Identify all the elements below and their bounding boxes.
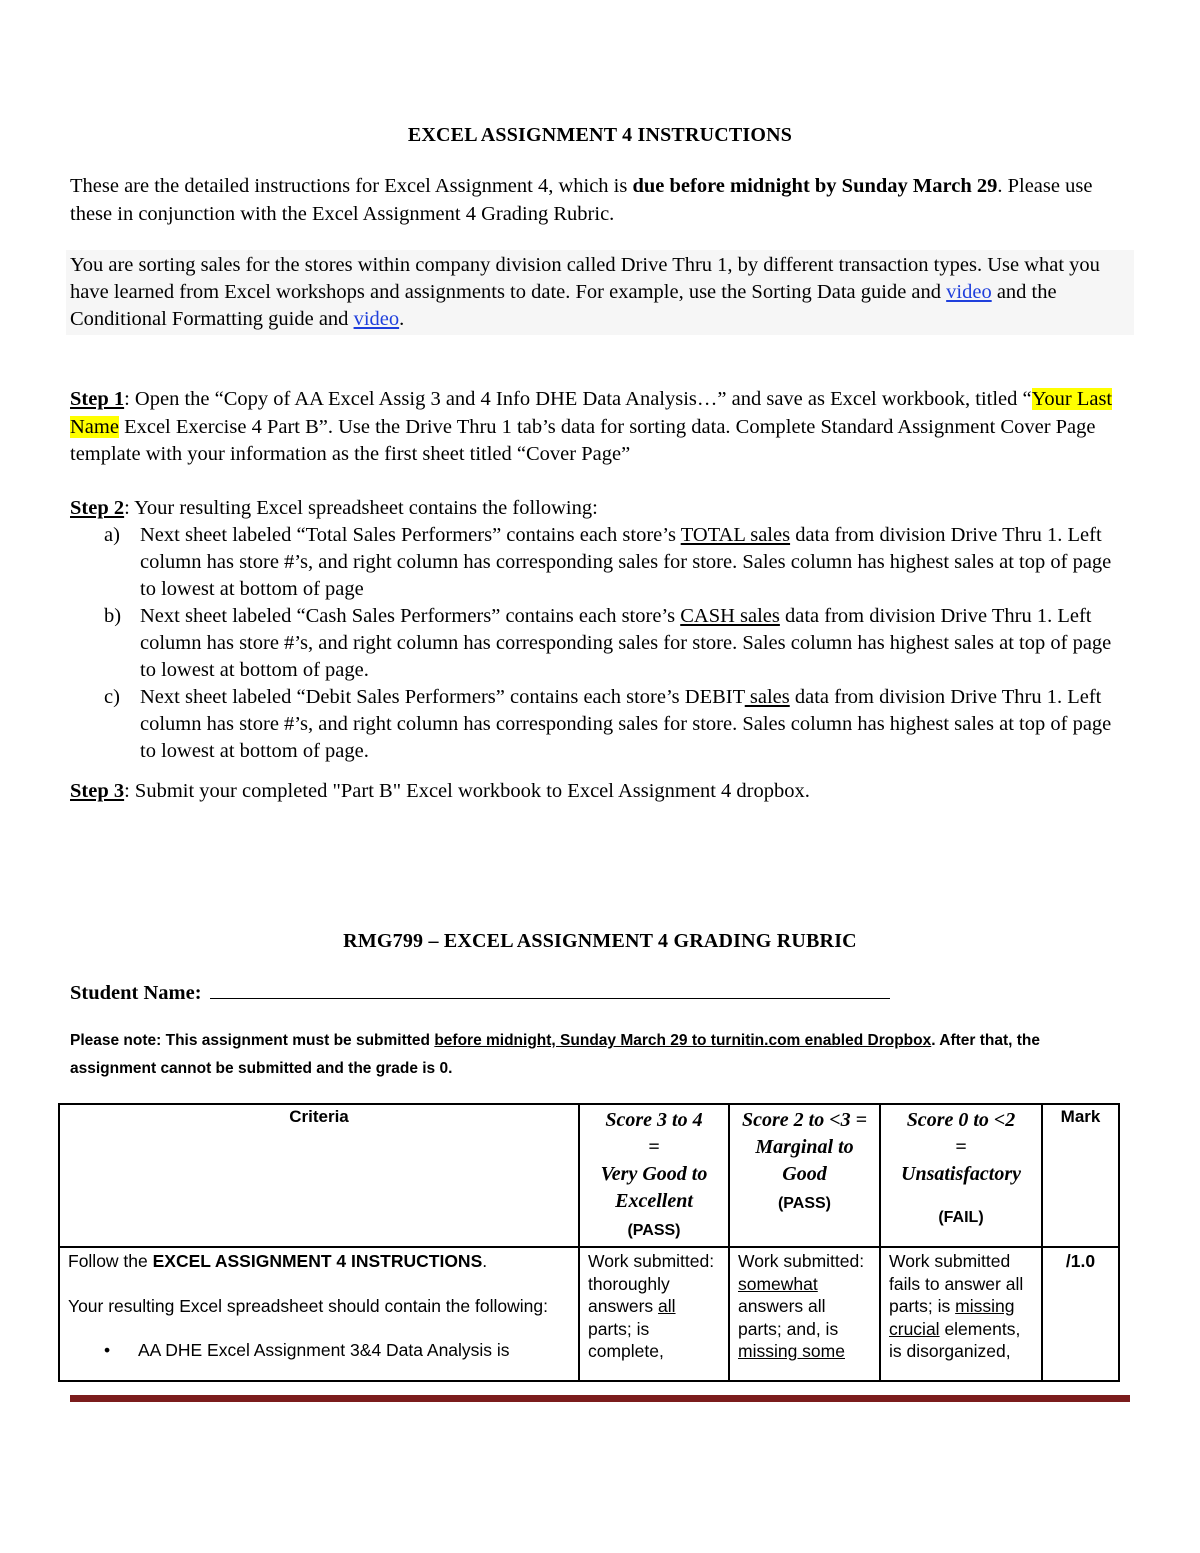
step-2	[70, 495, 1130, 765]
due-date-text: due before midnight by Sunday March 29	[632, 175, 998, 197]
highlighted-last-name: Your Last Name	[70, 388, 1113, 438]
step-2-item-c: c) Next sheet labeled “Debit Sales Performers” contains each store’s DEBIT sales data from division Drive Thru 1. Left column has store #’s, and right column has corresponding sales for store. Sales column has highest sales at top of page to lowest at bottom of page.	[104, 686, 1112, 762]
step-2-item-b: b) Next sheet labeled “Cash Sales Performers” contains each store’s CASH sales data from division Drive Thru 1. Left column has store #’s, and right column has corresponding sales for store. Sales column has highest sales at top of page to lowest at bottom of page.	[104, 605, 1112, 681]
rubric-title: RMG799 – EXCEL ASSIGNMENT 4 GRADING RUBRIC	[343, 930, 857, 952]
row-1-score-2-3: Work submitted: somewhat answers all parts; and, is missing some	[729, 1247, 880, 1381]
step-2-label: Step 2	[70, 497, 125, 519]
header-mark: Mark	[1042, 1104, 1119, 1247]
rubric-row-1	[59, 1247, 1119, 1381]
bullet-icon: •	[104, 1340, 111, 1360]
video-link-sorting[interactable]: video	[946, 281, 992, 303]
step-1: Step 1: Open the “Copy of AA Excel Assig 3 and 4 Info DHE Data Analysis…” and save as Excel workbook, titled “Your Last Name Excel Exercise 4 Part B”. Use the Drive Thru 1 tab’s data for sorting data. Complete Standard Assignment Cover Page template with your information as the first sheet titled “Cover Page”	[70, 388, 1113, 465]
footer-divider	[70, 1395, 1130, 1402]
step-3-label: Step 3	[70, 780, 125, 802]
submission-note: Please note: This assignment must be submitted before midnight, Sunday March 29 to turnitin.com enabled Dropbox. After that, the assignment cannot be submitted and the grade is 0.	[70, 1032, 1041, 1077]
step-2-item-a: a) Next sheet labeled “Total Sales Performers” contains each store’s TOTAL sales data from division Drive Thru 1. Left column has store #’s, and right column has corresponding sales for store. Sales column has highest sales at top of page to lowest at bottom of page	[104, 524, 1112, 600]
header-score-0-2: Score 0 to <2 = Unsatisfactory (FAIL)	[880, 1104, 1042, 1247]
step-3: Step 3: Submit your completed "Part B" Excel workbook to Excel Assignment 4 dropbox.	[70, 780, 810, 802]
header-score-3-4: Score 3 to 4 = Very Good to Excellent (PASS)	[579, 1104, 729, 1247]
row-1-score-3-4: Work submitted: thoroughly answers all parts; is complete,	[579, 1247, 729, 1381]
header-criteria: Criteria	[59, 1104, 579, 1247]
header-score-2-3: Score 2 to <3 = Marginal to Good (PASS)	[729, 1104, 880, 1247]
row-1-mark: /1.0	[1042, 1247, 1119, 1381]
rubric-table	[58, 1103, 1120, 1382]
video-link-conditional-formatting[interactable]: video	[353, 308, 400, 330]
intro-paragraph: These are the detailed instructions for Excel Assignment 4, which is due before midnight by Sunday March 29. Please use these in conjunction with the Excel Assignment 4 Grading Rubric.	[70, 175, 1093, 225]
instructions-title: EXCEL ASSIGNMENT 4 INSTRUCTIONS	[407, 124, 793, 146]
step-1-label: Step 1	[70, 388, 125, 410]
rubric-header-row	[59, 1104, 1119, 1247]
student-name-field[interactable]	[210, 980, 890, 999]
context-paragraph: You are sorting sales for the stores within company division called Drive Thru 1, by different transaction types. Use what you have learned from Excel workshops and assignments to date. For example, use the Sorting Data guide and video and the Conditional Formatting guide and video.	[66, 250, 1134, 335]
row-1-criteria: Follow the EXCEL ASSIGNMENT 4 INSTRUCTIONS. Your resulting Excel spreadsheet should contain the following: • AA DHE Excel Assignment 3&4 Data Analysis is	[59, 1247, 579, 1381]
row-1-score-0-2: Work submitted fails to answer all parts; is missing crucial elements, is disorganized,	[880, 1247, 1042, 1381]
step-2-heading: Step 2: Your resulting Excel spreadsheet contains the following:	[70, 497, 598, 519]
student-name-row: Student Name:	[70, 980, 890, 1005]
